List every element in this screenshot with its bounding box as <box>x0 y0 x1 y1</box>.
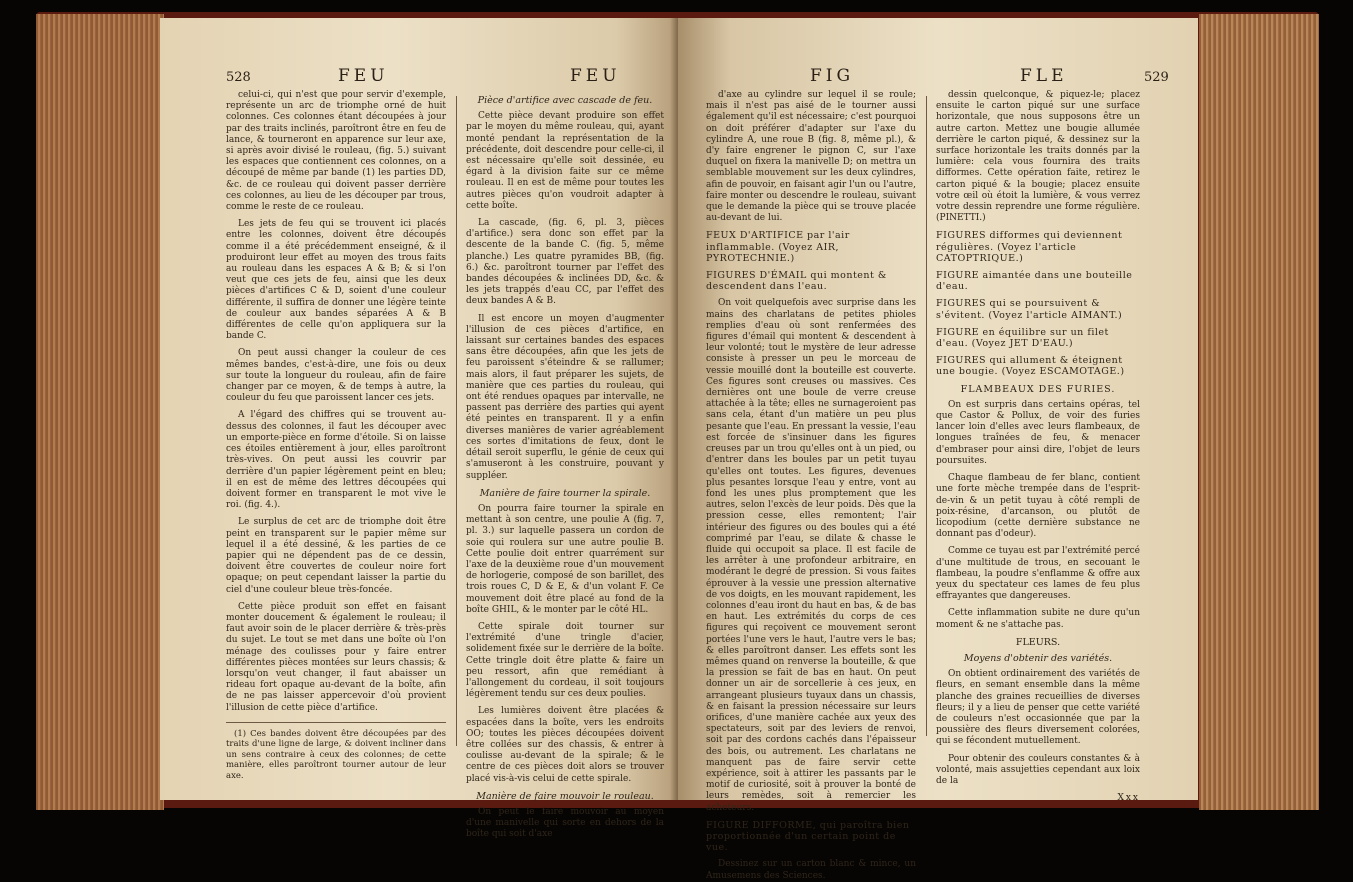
paragraph: On peut le faire mouvoir au moyen d'une manivelle qui sorte en dehors de la boîte qui soit d'axe <box>466 806 664 840</box>
column-divider <box>926 96 927 736</box>
section-heading: FLEURS. <box>1015 636 1061 648</box>
signature-mark: Xxx <box>1117 793 1140 804</box>
paragraph: Dessinez sur un carton blanc & mince, un Amusemens des Sciences. <box>706 859 916 881</box>
right-column-1 <box>706 90 916 881</box>
column-divider <box>456 96 457 746</box>
paragraph: d'axe au cylindre sur lequel il se roule; mais il n'est pas aisé de le tourner aussi également qu'il est nécessaire; c'est pourquoi on doit préférer d'adapter sur l'axe du cylindre A, une roue B (fig. 8, même pl.), & d'y faire engrener le pignon C, sur l'axe duquel on fixera la manivelle D; on mettra un semblable mouvement sur les deux cylindres, afin de pouvoir, en faisant agir l'un ou l'autre, faire monter ou descendre le rouleau, suivant que le demande la pièce qui se trouve placée au-devant de lui. <box>706 90 916 224</box>
paragraph: La cascade, (fig. 6, pl. 3, pièces d'artifice.) sera donc son effet par la descente de la bande C. (fig. 5, même planche.) Les quatre pyramides BB, (fig. 6.) &c. paroîtront tourner par l'effet des bandes découpées & inclinées DD, &c. & les jets trappés d'eau CC, par l'effet des deux bandes A & B. <box>466 218 664 307</box>
paragraph: Il est encore un moyen d'augmenter l'illusion de ces pièces d'artifice, en laissant sur certaines bandes des espaces sans être découpées, afin que les jets de feu paroissent s'éteindre & se rallumer; mais alors, il faut préparer les sujets, de manière que ces parties du rouleau, qui ont été rendues opaques par intervalle, ne passent pas derrière des parties qui ayent été peintes en transparent. Il y a enfin diverses manières de varier agréablement ces sortes d'imitations de feux, dont le détail seroit superflu, le génie de ceux qui s'amuseront à les construire, pouvant y suppléer. <box>466 313 664 481</box>
entry-heading: FEUX D'ARTIFICE par l'air inflammable. (Voyez AIR, PYROTECHNIE.) <box>706 230 850 264</box>
paragraph: On pourra faire tourner la spirale en mettant à son centre, une poulie A (fig. 7, pl. 3.) sur laquelle passera un cordon de soie qui roulera sur une autre poulie B. Cette poulie doit entrer quarrément sur l'axe de la deuxième roue d'un mouvement de horlogerie, composé de son barillet, des trois roues C, D & E, & d'un volant F. Ce mouvement doit être placé au fond de la boîte GHIL, & le monter par le côté HL. <box>466 503 664 615</box>
paragraph: On est surpris dans certains opéras, tel que Castor & Pollux, de voir des furies lancer loin d'elles avec leurs flambeaux, de longues traînées de feu, & menacer d'embraser pour ainsi dire, l'objet de leurs poursuites. <box>936 399 1140 466</box>
paragraph: Cette inflammation subite ne dure qu'un moment & ne s'attache pas. <box>936 608 1140 630</box>
footnote <box>226 729 446 782</box>
entry-heading: FIGURES qui allument & éteignent une bougie. (Voyez ESCAMOTAGE.) <box>936 355 1125 378</box>
left-column-1 <box>226 90 446 790</box>
entry-heading: FIGURES difformes qui deviennent régulières. (Voyez l'article CATOPTRIQUE.) <box>936 230 1123 264</box>
right-page <box>678 18 1198 881</box>
entry-heading: FIGURE DIFFORME, qui paroîtra bien proportionnée d'un certain point de vue. <box>706 819 910 854</box>
entry-heading: FIGURES qui se poursuivent & s'évitent. (Voyez l'article AIMANT.) <box>936 298 1123 321</box>
right-running-head-right: FLE <box>1020 66 1068 86</box>
section-heading: Manière de faire tourner la spirale. <box>479 487 651 499</box>
page-edges-right <box>1199 14 1319 810</box>
paragraph: A l'égard des chiffres qui se trouvent au-dessus des colonnes, il faut les découper avec un emporte-pièce en forme d'étoile. Si on laisse ces étoiles entièrement à jour, elles paroîtront très-vives. On peut aussi les couvrir par derrière d'un papier légèrement peint en bleu; il en est de même des lettres découpées qui doivent former en transparent le mot vive le roi. (fig. 4.). <box>226 410 446 511</box>
paragraph: Pour obtenir des couleurs constantes & à volonté, mais assujetties cependant aux loix de la <box>936 753 1140 786</box>
section-subheading: Moyens d'obtenir des variétés. <box>963 652 1113 664</box>
entry-heading: FIGURE en équilibre sur un filet d'eau. (Voyez JET D'EAU.) <box>936 326 1109 350</box>
right-page-number: 529 <box>1144 70 1169 85</box>
left-page <box>160 18 678 840</box>
paragraph: Les lumières doivent être placées & espacées dans la boîte, vers les endroits OO; toutes les pièces découpées doivent être collées sur des chassis, & entrer à coulisse au-devant de la spirale; & le centre de ces pièces doit alors se trouver placé vis-à-vis celui de cette spirale. <box>466 706 664 784</box>
right-running-head-left: FIG <box>810 66 855 86</box>
paragraph: Cette pièce devant produire son effet par le moyen du même rouleau, qui, ayant monté pendant la représentation de la précédente, doit descendre pour celle-ci, il est nécessaire qu'elle soit dessinée, eu égard à la division faite sur ce même rouleau. Il en est de même pour toutes les autres pièces qu'on voudroit adapter à cette boîte. <box>466 111 664 211</box>
left-page-number: 528 <box>226 70 251 85</box>
section-heading: Pièce d'artifice avec cascade de feu. <box>477 95 653 106</box>
paragraph: celui-ci, qui n'est que pour servir d'exemple, représente un arc de triomphe orné de huit colonnes. Ces colonnes étant découpées à jour par des traits inclinés, paroîtront être en feu de lance, & tourneront en apparence sur leur axe, si après avoir divisé le rouleau, (fig. 5.) suivant les espaces que contiennent ces colonnes, on a découpé de même par bande (1) les parties DD, &c. de ce rouleau qui doivent passer derrière ces colonnes, au lieu de les découper par trous, comme le reste de ce rouleau. <box>226 90 446 213</box>
left-column-2 <box>466 90 664 840</box>
entry-heading: FIGURE aimantée dans une bouteille d'eau. <box>936 270 1133 293</box>
paragraph: Cette spirale doit tourner sur l'extrémité d'une tringle d'acier, solidement fixée sur le derrière de la boîte. Cette tringle doit être platte & faire un peu ressort, afin que remédiant à l'allongement du cordeau, il soit toujours légèrement tendu sur ces deux poulies. <box>466 621 664 700</box>
paragraph: On voit quelquefois avec surprise dans les mains des charlatans de petites phioles remplies d'eau où sont renfermées des figures d'émail qui montent & descendent à leur volonté; tout le mystère de leur adresse consiste à presser un peu le morceau de vessie mouillé dont la bouteille est couverte. Ces figures sont creuses ou massives. Ces dernières ont une boule de verre creuse attachée à la tête; elles ne surnageroient pas sans cela, étant d'un matière un peu plus pesante que l'eau. En pressant la vessie, l'eau est forcée de s'insinuer dans les figures creuses par un trou qu'elles ont à un pied, ou d'entrer dans les boules par un petit tuyau qu'elles ont toutes. Les figures, devenues plus pesantes lorsque l'eau y entre, vont au fond les unes plus promptement que les autres, selon l'excès de leur poids. Dès que la pression cesse, elles remontent; l'air intérieur des figures ou des boules qui a été comprimé par l'eau, se dilate & chasse le fluide qui occupoit sa place. Il est facile de les arrêter à une profondeur arbitraire, en modérant le degré de pression. Si vous faites éprouver à la vessie une pression alternative de vos doigts, en les mouvant rapidement, les colonnes d'eau iront du haut en bas, & de bas en haut. Les extrémités du corps de ces figures qui reçoivent ce mouvement seront portées l'une vers le haut, l'autre vers le bas; & elles paroîtront danser. Les effets sont les mêmes quand on renverse la bouteille, & que la pression se fait de bas en haut. On peut donner un air de sorcellerie à ces jeux, en arrangeant plusieurs tuyaux dans un chassis, & en faisant la pression nécessaire sur leurs orifices, d'une manière cachée aux yeux des spectateurs, soit par des leviers de renvoi, soit par des cordons cachés dans l'épaisseur des bois, ou autrement. Les charlatans ne manquent pas de faire servir cette expérience, soit à attirer les passants par le motif de curiosité, soit à prouver la bonté de leurs remèdes, soit à remercier les acheteurs. <box>706 298 916 813</box>
entry-heading: FIGURES D'ÉMAIL qui montent & descendent dans l'eau. <box>706 270 887 293</box>
left-running-head-2: FEU <box>570 66 621 86</box>
paragraph: Les jets de feu qui se trouvent ici placés entre les colonnes, doivent être découpés comme il a été précédemment enseigné, & il produiront leur effet au moyen des trous faits au rouleau dans les espaces A & B; & si l'on veut que ces jets de feu, ainsi que les deux pièces d'artifices C & D, soient d'une couleur différente, il suffira de donner une légère teinte de couleur aux bandes séparées A & B différentes de celle qu'on appliquera sur la bande C. <box>226 219 446 342</box>
paragraph: On obtient ordinairement des variétés de fleurs, en semant ensemble dans la même planche des graines recueillies de diverses fleurs; il y a lieu de penser que cette variété de couleurs n'est occasionnée que par la poussière des fleurs diversement colorées, qui se fécondent mutuellement. <box>936 669 1140 747</box>
footnote-rule <box>226 722 446 723</box>
paragraph: Cette pièce produit son effet en faisant monter doucement & également le rouleau; il faut avoir soin de le placer derrière & très-près du sujet. Le tout se met dans une boîte où l'on ménage des coulisses pour y faire entrer différentes pièces montées sur leurs chassis; & lorsqu'on veut changer, il faut abaisser un rideau fort opaque au-devant de la boîte, afin de ne pas laisser appercevoir d'où provient l'illusion de cette pièce d'artifice. <box>226 601 446 713</box>
paragraph: On peut aussi changer la couleur de ces mêmes bandes, c'est-à-dire, une fois ou deux sur toute la longueur du rouleau, afin de faire changer par ce moyen, & de temps à autre, la couleur du feu que paroissent lancer ces jets. <box>226 348 446 404</box>
paragraph: Comme ce tuyau est par l'extrémité percé d'une multitude de trous, en secouant le flambeau, la poudre s'enflamme & offre aux yeux du spectateur ces lames de feu plus effrayantes que dangereuses. <box>936 546 1140 602</box>
paragraph: Le surplus de cet arc de triomphe doit être peint en transparent sur le papier même sur lequel il a été dessiné, & les parties de ce papier qui ne dépendent pas de ce dessin, doivent être couvertes de couleur noire fort opaque; on peut cependant laisser la partie du ciel d'une couleur bleue très-foncée. <box>226 517 446 595</box>
paragraph: dessin quelconque, & piquez-le; placez ensuite le carton piqué sur une surface horizontale, que nous supposons être un autre carton. Mettez une bougie allumée derrière le carton piqué, & dessinez sur la surface horizontale les traits donnés par la lumière: cela vous fournira des traits difformes. Cette opération faite, retirez le carton piqué & la bougie; placez ensuite votre œil où étoit la lumière, & vous verrez votre dessin reprendre une forme régulière. (PINETTI.) <box>936 90 1140 224</box>
section-heading: FLAMBEAUX DES FURIES. <box>960 383 1116 395</box>
footnote-text: (1) Ces bandes doivent être découpées par des traits d'une ligne de large, & doivent incliner dans un sens contraire à ceux des colonnes; de cette manière, elles paroîtront tourner autour de leur axe. <box>226 728 446 781</box>
right-column-2 <box>936 90 1140 804</box>
paragraph: Chaque flambeau de fer blanc, contient une forte mèche trempée dans de l'esprit-de-vin & un petit tuyau à côté rempli de poix-résine, d'arcanson, ou plutôt de licopodium (cette dernière substance ne donnant pas d'odeur). <box>936 473 1140 540</box>
page-edges-left <box>36 14 164 810</box>
left-running-head: FEU <box>338 66 389 86</box>
section-heading: Manière de faire mouvoir le rouleau. <box>476 790 654 802</box>
